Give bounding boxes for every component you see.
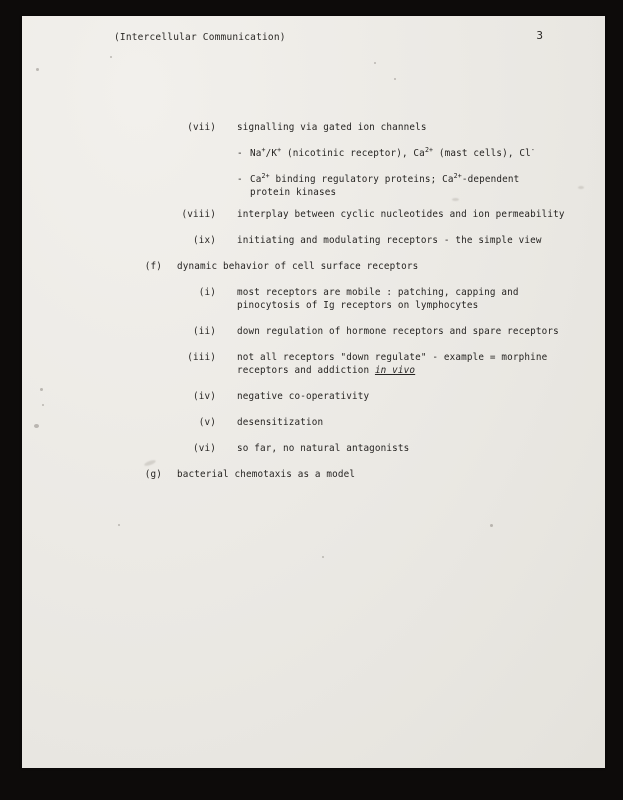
outline-label: (vi) bbox=[193, 443, 216, 454]
emphasis-in-vivo: in vivo bbox=[374, 365, 416, 376]
running-title: (Intercellular Communication) bbox=[114, 32, 286, 43]
outline-text: most receptors are mobile : patching, capping and bbox=[237, 287, 519, 298]
outline-label: (viii) bbox=[181, 209, 216, 220]
outline-label: (vii) bbox=[187, 122, 216, 133]
paper-smudge bbox=[144, 459, 157, 467]
outline-label: (g) bbox=[144, 469, 162, 480]
outline-subitem-text: Na+/K+ (nicotinic receptor), $Ca^{2+}$ (mast cells), Cl- bbox=[250, 145, 536, 159]
outline-subitem-text: $Ca^{2+}$ binding regulatory proteins; $Ca^{2+}$-dependent bbox=[250, 171, 520, 185]
outline-label: (iii) bbox=[187, 352, 216, 363]
document-page bbox=[22, 16, 605, 768]
outline-label: (ii) bbox=[193, 326, 216, 337]
outline-text: bacterial chemotaxis as a model bbox=[177, 469, 356, 480]
outline-text: down regulation of hormone receptors and spare receptors bbox=[237, 326, 559, 337]
outline-subitem-cont: protein kinases bbox=[250, 187, 337, 198]
outline-label: (ix) bbox=[193, 235, 216, 246]
paper-speck bbox=[36, 68, 39, 71]
outline-text: negative co-operativity bbox=[237, 391, 370, 402]
paper-speck bbox=[394, 78, 396, 80]
outline-text: desensitization bbox=[237, 417, 324, 428]
outline-text: signalling via gated ion channels bbox=[237, 122, 427, 133]
outline-label: (v) bbox=[198, 417, 216, 428]
paper-smudge bbox=[452, 198, 459, 201]
paper-speck bbox=[322, 556, 324, 558]
paper-speck bbox=[118, 524, 120, 526]
outline-text-cont: receptors and addiction in vivo bbox=[237, 365, 416, 376]
outline-text: initiating and modulating receptors - the simple view bbox=[237, 235, 542, 246]
outline-label: (f) bbox=[144, 261, 162, 272]
outline-subitem-dash: - bbox=[237, 148, 243, 159]
outline-text: so far, no natural antagonists bbox=[237, 443, 410, 454]
outline-text: not all receptors "down regulate" - example = morphine bbox=[237, 352, 548, 363]
page-header bbox=[22, 16, 605, 46]
paper-speck bbox=[42, 404, 44, 406]
outline-text-cont: pinocytosis of Ig receptors on lymphocytes bbox=[237, 300, 479, 311]
paper-speck bbox=[34, 424, 39, 428]
paper-speck bbox=[40, 388, 43, 391]
page-number: 3 bbox=[536, 29, 543, 42]
outline-label: (iv) bbox=[193, 391, 216, 402]
outline-subitem-dash: - bbox=[237, 174, 243, 185]
outline-text: dynamic behavior of cell surface receptors bbox=[177, 261, 419, 272]
paper-smudge bbox=[578, 186, 584, 189]
outline-label: (i) bbox=[198, 287, 216, 298]
paper-speck bbox=[374, 62, 376, 64]
paper-speck bbox=[110, 56, 112, 58]
outline-text: interplay between cyclic nucleotides and ion permeability bbox=[237, 209, 565, 220]
paper-speck bbox=[490, 524, 493, 527]
